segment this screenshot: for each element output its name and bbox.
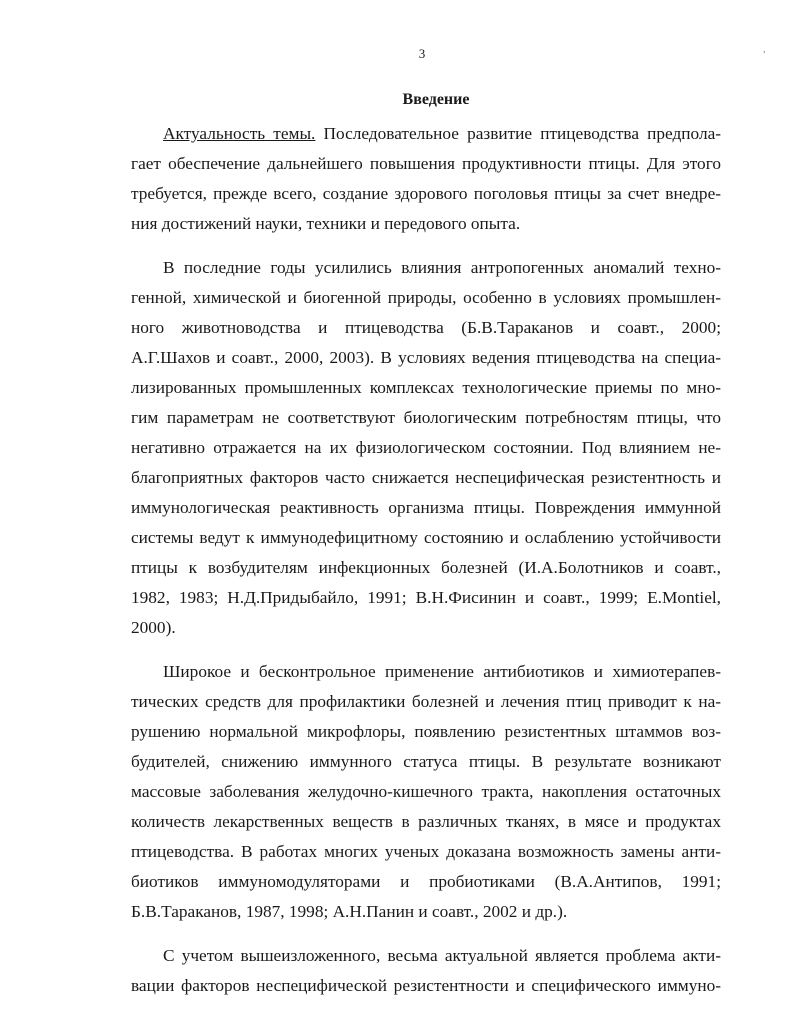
text-fragment: Последовательное развитие птицеводства предпола- — [315, 124, 721, 143]
text-line: вации факторов неспецифической резистентности и специфического иммуно- — [131, 976, 721, 995]
text-line: лизированных промышленных комплексах технологические приемы по мно- — [131, 378, 721, 397]
text-line: 2000). — [131, 618, 176, 637]
paragraph-relevance — [131, 119, 721, 239]
text-line: будителей, снижению иммунного статуса птицы. В результате возникают — [131, 752, 721, 771]
text-line: благоприятных факторов часто снижается неспецифическая резистентность и — [131, 468, 721, 487]
text-line: требуется, прежде всего, создание здорового поголовья птицы за счет внедре- — [131, 184, 721, 203]
text-line: биотиков иммуномодуляторами и пробиотиками (В.А.Антипов, 1991; — [131, 872, 721, 891]
text-line: массовые заболевания желудочно-кишечного тракта, накопления остаточных — [131, 782, 721, 801]
text-line: системы ведут к иммунодефицитному состоянию и ослаблению устойчивости — [131, 528, 721, 547]
text-line: В последние годы усилились влияния антропогенных аномалий техно- — [163, 258, 721, 277]
text-line: количеств лекарственных веществ в различных тканях, в мясе и продуктах — [131, 812, 721, 831]
text-line: А.Г.Шахов и соавт., 2000, 2003). В условиях ведения птицеводства на специа- — [131, 348, 721, 367]
text-line: негативно отражается на их физиологическом состоянии. Под влиянием не- — [131, 438, 721, 457]
paragraph-antibiotics — [131, 657, 721, 927]
text-line: ния достижений науки, техники и передового опыта. — [131, 214, 521, 233]
text-line: иммунологическая реактивность организма птицы. Повреждения иммунной — [131, 498, 721, 517]
text-line: гает обеспечение дальнейшего повышения продуктивности птицы. Для этого — [131, 154, 721, 173]
page-heading: Введение — [402, 91, 470, 108]
relevance-lead: Актуальность темы. — [163, 124, 316, 143]
paragraph-conclusion — [131, 941, 721, 1001]
text-line: ного животноводства и птицеводства (Б.В.Тараканов и соавт., 2000; — [131, 318, 721, 337]
document-body — [131, 119, 721, 1015]
text-line: Широкое и бесконтрольное применение антибиотиков и химиотерапев- — [163, 662, 721, 681]
text-line: птицы к возбудителям инфекционных болезней (И.А.Болотников и соавт., — [131, 558, 721, 577]
scan-mark: , — [763, 44, 766, 55]
text-line: тических средств для профилактики болезней и лечения птиц приводит к на- — [131, 692, 721, 711]
text-line: С учетом вышеизложенного, весьма актуальной является проблема акти- — [163, 946, 721, 965]
text-line: гим параметрам не соответствуют биологическим потребностям птицы, что — [131, 408, 721, 427]
text-line: генной, химической и биогенной природы, особенно в условиях промышлен- — [131, 288, 721, 307]
paragraph-anthropogenic — [131, 253, 721, 643]
text-line: 1982, 1983; Н.Д.Придыбайло, 1991; В.Н.Фисинин и соавт., 1999; E.Montiel, — [131, 588, 721, 607]
page-number: 3 — [418, 46, 426, 61]
text-line: рушению нормальной микрофлоры, появлению резистентных штаммов воз- — [131, 722, 721, 741]
text-line: Б.В.Тараканов, 1987, 1998; А.Н.Панин и соавт., 2002 и др.). — [131, 902, 568, 921]
text-line — [131, 119, 721, 149]
text-line: птицеводства. В работах многих ученых доказана возможность замены анти- — [131, 842, 721, 861]
